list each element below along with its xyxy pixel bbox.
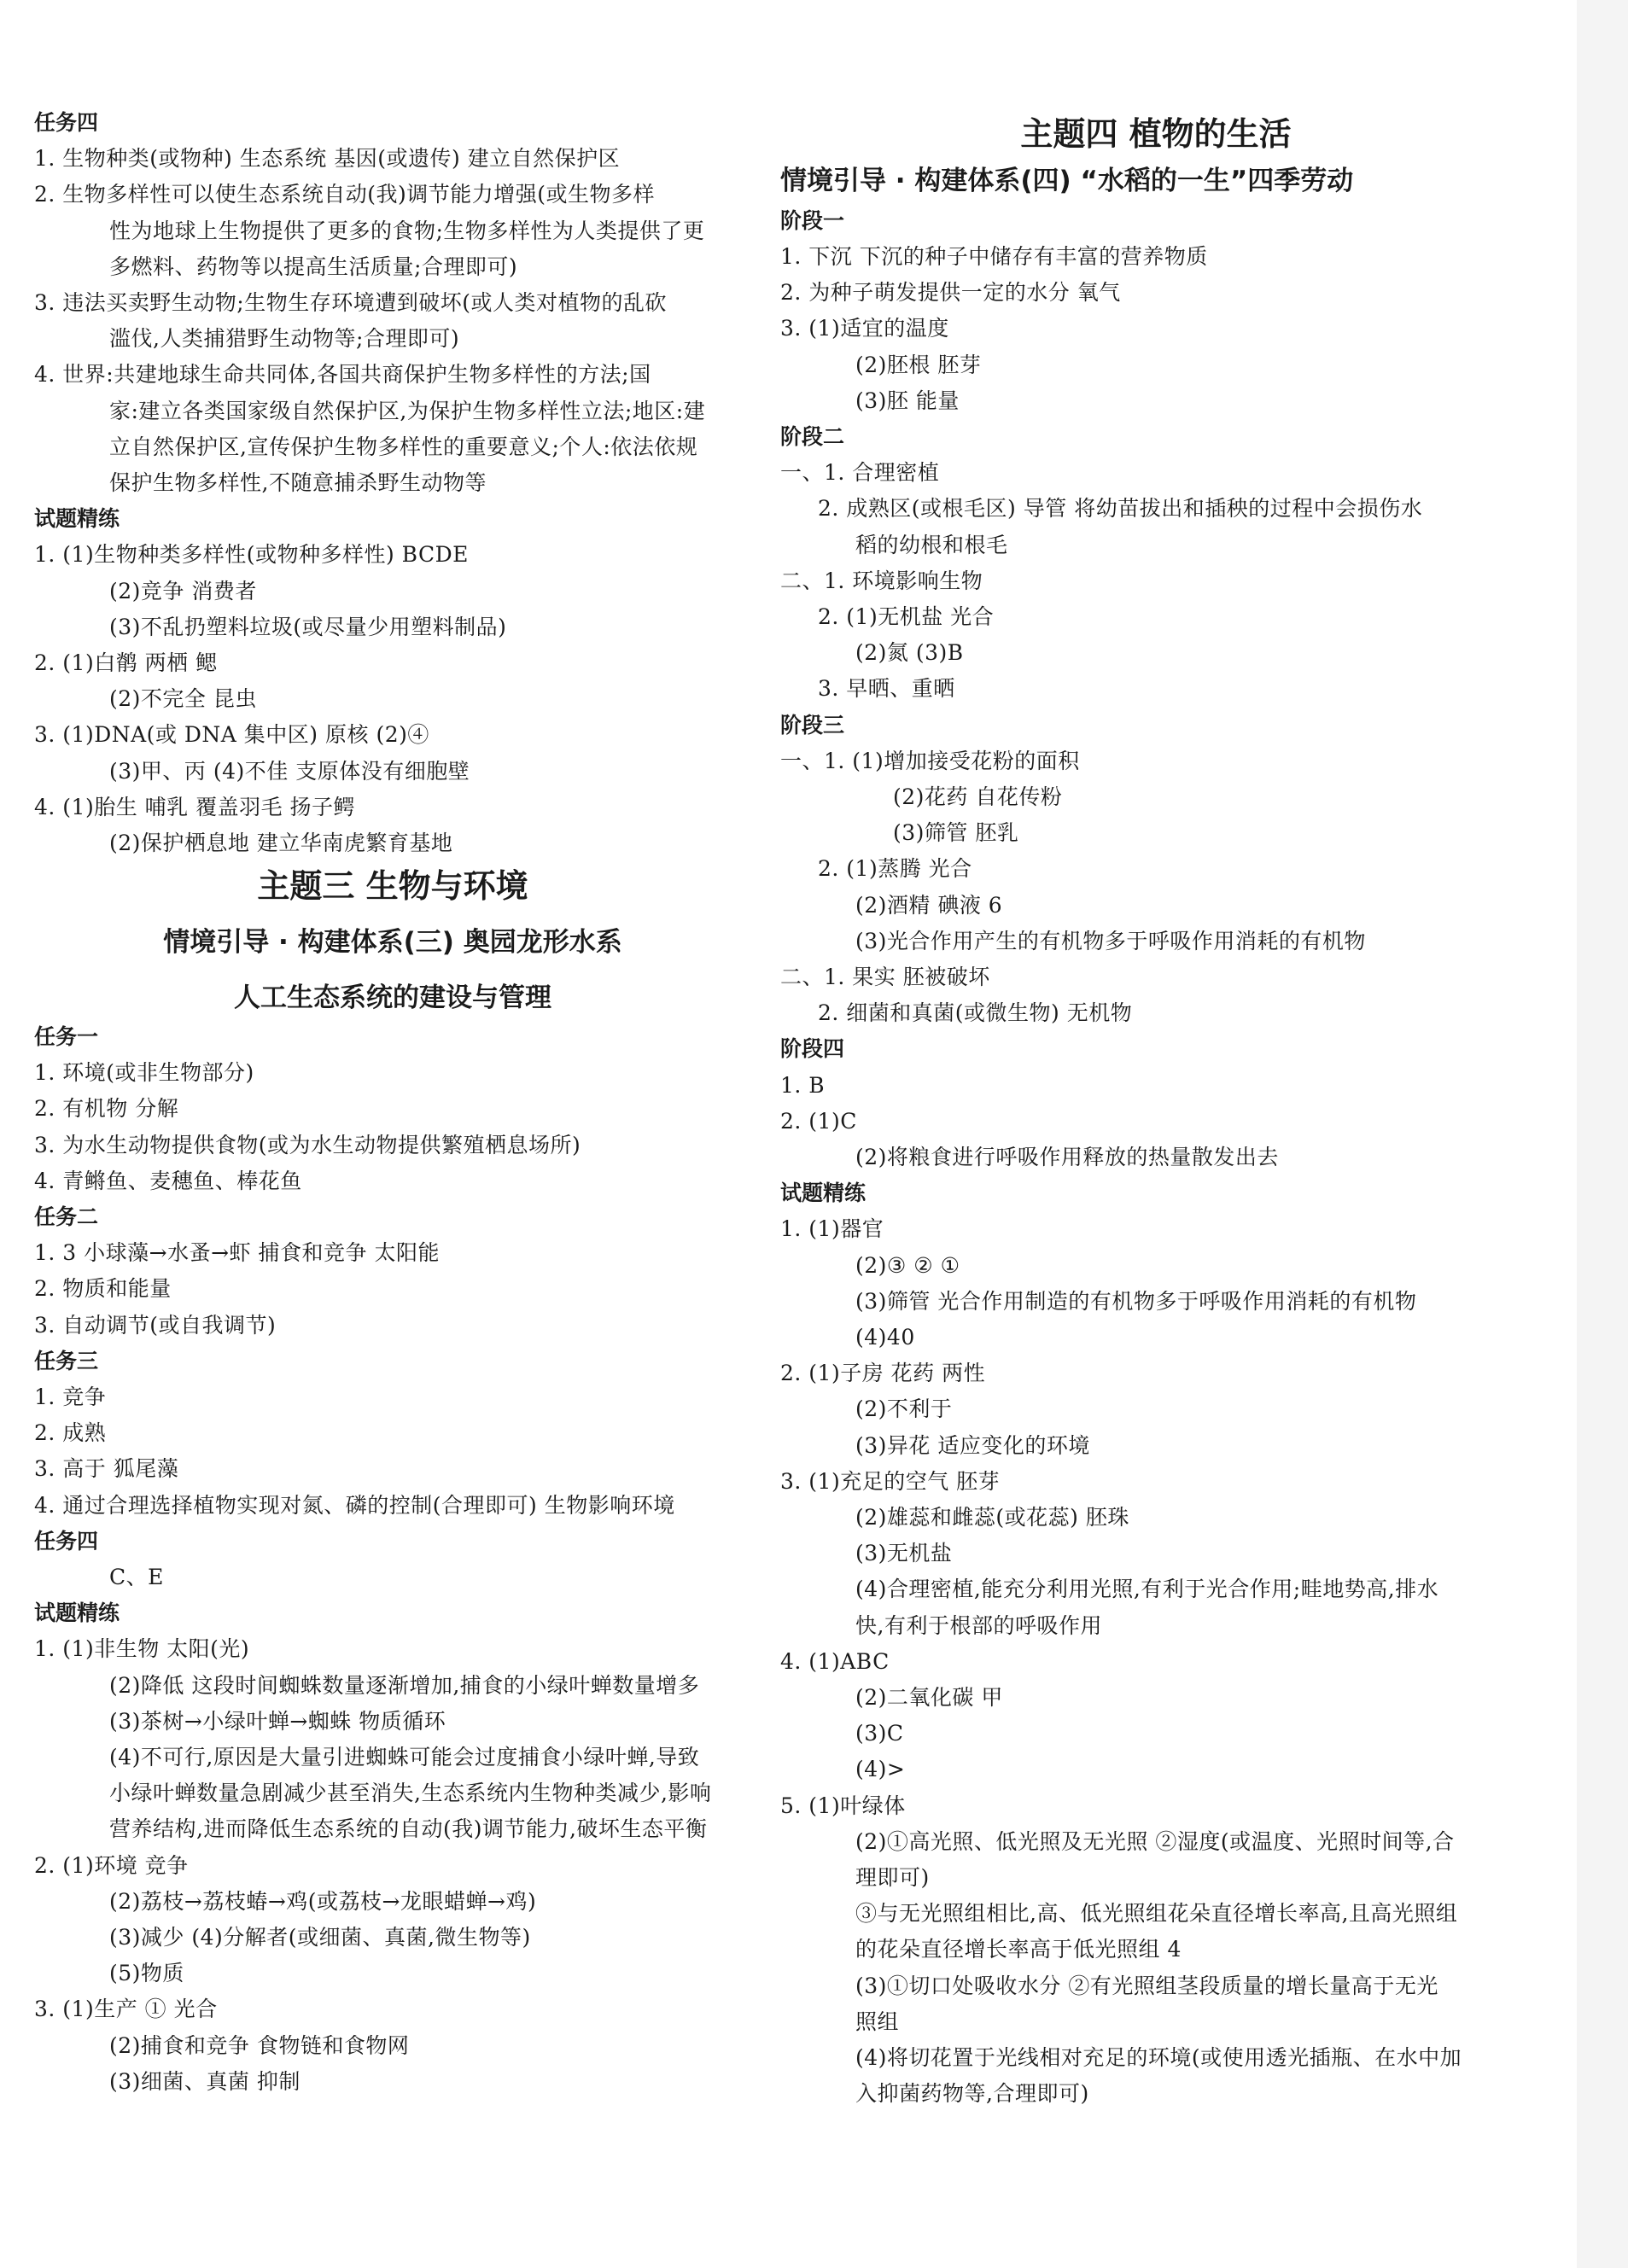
answer-line: 营养结构,进而降低生态系统的自动(我)调节能力,破坏生态平衡	[109, 1816, 708, 1842]
answer-line: 1. 环境(或非生物部分)	[34, 1060, 254, 1086]
answer-line: (3)细菌、真菌 抑制	[109, 2068, 301, 2094]
section-heading: 任务四	[34, 1528, 99, 1554]
answer-line: 3. 自动调节(或自我调节)	[34, 1312, 277, 1338]
answer-line: 1. (1)非生物 太阳(光)	[34, 1636, 250, 1662]
answer-line: 2. 物质和能量	[34, 1276, 172, 1302]
answer-line: (2)③ ② ①	[855, 1252, 960, 1278]
answer-line: (2)不完全 昆虫	[109, 686, 257, 712]
answer-line: 稻的幼根和根毛	[855, 532, 1008, 557]
answer-line: (2)花药 自花传粉	[893, 784, 1063, 809]
section-heading: 阶段四	[780, 1036, 845, 1062]
answer-line: (2)捕食和竞争 食物链和食物网	[109, 2032, 410, 2058]
answer-line: (2)不利于	[855, 1396, 953, 1422]
answer-line: 4. (1)胎生 哺乳 覆盖羽毛 扬子鳄	[34, 794, 356, 819]
answer-line: 的花朵直径增长率高于低光照组 4	[855, 1937, 1182, 1962]
answer-line: (3)甲、丙 (4)不佳 支原体没有细胞壁	[109, 758, 470, 784]
answer-line: 家:建立各类国家级自然保护区,为保护生物多样性立法;地区:建	[109, 398, 706, 423]
answer-line: 性为地球上生物提供了更多的食物;生物多样性为人类提供了更	[109, 218, 705, 243]
answer-line: 1. 下沉 下沉的种子中储存有丰富的营养物质	[780, 243, 1208, 269]
answer-line: 2. 成熟	[34, 1420, 107, 1446]
answer-line: 3. (1)生产 ① 光合	[34, 1997, 218, 2022]
answer-line: (2)①高光照、低光照及无光照 ②湿度(或温度、光照时间等,合	[855, 1828, 1455, 1854]
section-heading: 阶段一	[780, 207, 845, 233]
answer-line: 1. (1)器官	[780, 1216, 884, 1242]
answer-line: 2. 为种子萌发提供一定的水分 氧气	[780, 280, 1121, 306]
answer-line: 3. 为水生动物提供食物(或为水生动物提供繁殖栖息场所)	[34, 1132, 581, 1157]
answer-line: 入抑菌药物等,合理即可)	[855, 2081, 1089, 2107]
section-heading: 试题精练	[34, 506, 120, 532]
answer-line: 3. (1)充足的空气 胚芽	[780, 1468, 1001, 1494]
answer-line: (3)光合作用产生的有机物多于呼吸作用消耗的有机物	[855, 928, 1366, 953]
answer-line: (2)保护栖息地 建立华南虎繁育基地	[109, 831, 453, 855]
answer-line: 滥伐,人类捕猎野生动物等;合理即可)	[109, 326, 460, 352]
answer-line: 3. 高于 狐尾藻	[34, 1456, 179, 1482]
answer-line: (3)C	[855, 1721, 904, 1746]
section-heading: 试题精练	[780, 1181, 867, 1206]
answer-line: C、E	[109, 1565, 164, 1590]
answer-line: 4. (1)ABC	[780, 1648, 890, 1674]
answer-line: 快,有利于根部的呼吸作用	[855, 1612, 1102, 1638]
answer-line: 2. (1)C	[780, 1108, 857, 1134]
answer-line: 二、1. 环境影响生物	[780, 568, 983, 593]
answer-line: (3)①切口处吸收水分 ②有光照组茎段质量的增长量高于无光	[855, 1973, 1438, 1998]
answer-line: 2. (1)蒸腾 光合	[818, 856, 972, 882]
section-heading: 试题精练	[34, 1600, 120, 1626]
answer-line: (2)雄蕊和雌蕊(或花蕊) 胚珠	[855, 1504, 1129, 1530]
answer-line: 2. 有机物 分解	[34, 1096, 179, 1122]
answer-line: 4. 通过合理选择植物实现对氮、磷的控制(合理即可) 生物影响环境	[34, 1492, 675, 1518]
answer-line: (2)二氧化碳 甲	[855, 1684, 1003, 1710]
answer-line: 照组	[855, 2009, 900, 2034]
answer-line: 3. (1)适宜的温度	[780, 316, 949, 341]
answer-line: ③与无光照组相比,高、低光照组花朵直径增长率高,且高光照组	[855, 1901, 1458, 1927]
answer-line: (3)胚 能量	[855, 388, 960, 413]
section-heading: 任务一	[34, 1024, 99, 1050]
answer-line: 小绿叶蝉数量急剧减少甚至消失,生态系统内生物种类减少,影响	[109, 1781, 712, 1806]
answer-line: 1. 竞争	[34, 1385, 107, 1410]
answer-line: (2)酒精 碘液 6	[855, 892, 1003, 918]
answer-line: 2. (1)白鹡 两栖 鳃	[34, 650, 218, 675]
answer-line: (2)竞争 消费者	[109, 578, 257, 603]
answer-line: 4. 世界:共建地球生命共同体,各国共商保护生物多样性的方法;国	[34, 362, 651, 388]
topic-title: 主题三 生物与环境	[257, 866, 528, 905]
answer-line: (5)物质	[109, 1961, 184, 1986]
answer-line: (4)将切花置于光线相对充足的环境(或使用透光插瓶、在水中加	[855, 2044, 1462, 2070]
answer-line: (2)荔枝→荔枝蝽→鸡(或荔枝→龙眼蜡蝉→鸡)	[109, 1888, 537, 1914]
answer-line: 2. 成熟区(或根毛区) 导管 将幼苗拔出和插秧的过程中会损伤水	[818, 496, 1423, 522]
answer-line: 2. 生物多样性可以使生态系统自动(我)调节能力增强(或生物多样	[34, 182, 656, 207]
answer-line: (4)合理密植,能充分利用光照,有利于光合作用;畦地势高,排水	[855, 1577, 1439, 1602]
answer-line: (3)不乱扔塑料垃圾(或尽量少用塑料制品)	[109, 614, 507, 639]
answer-line: 3. 早晒、重晒	[818, 676, 955, 702]
answer-line: (2)降低 这段时间蜘蛛数量逐渐增加,捕食的小绿叶蝉数量增多	[109, 1672, 700, 1698]
answer-line: 5. (1)叶绿体	[780, 1793, 906, 1818]
answer-line: (4)40	[855, 1324, 915, 1350]
answer-line: (3)筛管 胚乳	[893, 820, 1019, 846]
answer-line: 3. (1)DNA(或 DNA 集中区) 原核 (2)④	[34, 722, 429, 748]
answer-line: 2. (1)环境 竞争	[34, 1852, 189, 1878]
section-heading: 任务三	[34, 1348, 99, 1373]
answer-line: 一、1. (1)增加接受花粉的面积	[780, 748, 1080, 773]
answer-line: (4)不可行,原因是大量引进蜘蛛可能会过度捕食小绿叶蝉,导致	[109, 1745, 700, 1770]
answer-line: (3)异花 适应变化的环境	[855, 1432, 1090, 1458]
answer-line: 2. (1)无机盐 光合	[818, 603, 995, 629]
answer-line: 1. 生物种类(或物种) 生态系统 基因(或遗传) 建立自然保护区	[34, 146, 621, 172]
answer-line: 1. 3 小球藻→水蚤→虾 捕食和竞争 太阳能	[34, 1240, 440, 1266]
answer-line: (2)氮 (3)B	[855, 640, 964, 666]
answer-line: 多燃料、药物等以提高生活质量;合理即可)	[109, 254, 518, 279]
page-edge	[1577, 0, 1628, 2268]
answer-line: (2)胚根 胚芽	[855, 352, 982, 377]
topic-title: 主题四 植物的生活	[1020, 115, 1292, 154]
answer-line: (3)减少 (4)分解者(或细菌、真菌,微生物等)	[109, 1925, 531, 1950]
answer-line: 1. (1)生物种类多样性(或物种多样性) BCDE	[34, 542, 469, 568]
section-heading: 任务四	[34, 110, 99, 135]
subtopic-title: 情境引导 · 构建体系(四) “水稻的一生”四季劳动	[780, 166, 1354, 197]
answer-line: 2. (1)子房 花药 两性	[780, 1361, 986, 1386]
answer-line: 保护生物多样性,不随意捕杀野生动物等	[109, 470, 487, 495]
subtopic-title: 情境引导 · 构建体系(三) 奥园龙形水系	[163, 926, 622, 958]
answer-line: 1. B	[780, 1072, 826, 1098]
answer-line: 立自然保护区,宣传保护生物多样性的重要意义;个人:依法依规	[109, 434, 698, 459]
answer-line: 理即可)	[855, 1864, 930, 1890]
subtopic-title: 人工生态系统的建设与管理	[234, 982, 551, 1014]
section-heading: 阶段二	[780, 423, 845, 449]
answer-line: (3)无机盐	[855, 1541, 953, 1566]
answer-line: 一、1. 合理密植	[780, 460, 940, 486]
answer-line: 二、1. 果实 胚被破坏	[780, 964, 990, 989]
answer-line: 2. 细菌和真菌(或微生物) 无机物	[818, 1000, 1133, 1026]
section-heading: 阶段三	[780, 712, 845, 738]
answer-line: (3)茶树→小绿叶蝉→蜘蛛 物质循环	[109, 1708, 446, 1734]
answer-line: 3. 违法买卖野生动物;生物生存环境遭到破坏(或人类对植物的乱砍	[34, 290, 667, 315]
answer-line: (2)将粮食进行呼吸作用释放的热量散发出去	[855, 1144, 1279, 1169]
answer-line: (3)筛管 光合作用制造的有机物多于呼吸作用消耗的有机物	[855, 1288, 1417, 1314]
answer-line: 4. 青鳉鱼、麦穗鱼、棒花鱼	[34, 1168, 302, 1193]
answer-line: (4)>	[855, 1757, 906, 1782]
section-heading: 任务二	[34, 1204, 99, 1230]
